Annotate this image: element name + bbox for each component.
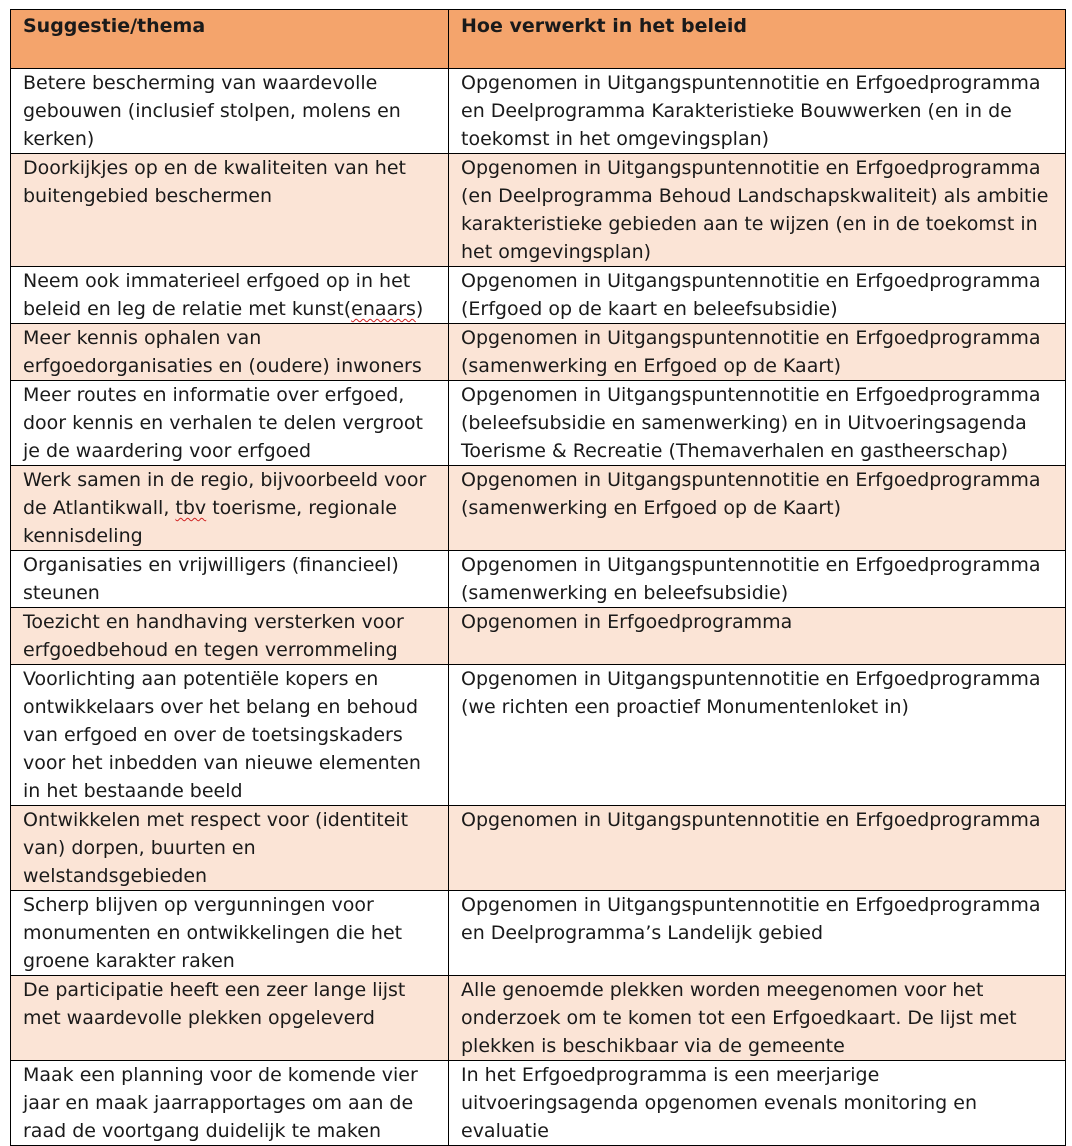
table-row <box>11 69 1066 154</box>
table-row <box>11 665 1066 806</box>
table-row <box>11 324 1066 381</box>
suggestion-cell: Maak een planning voor de komende vier jaar en maak jaarrapportages om aan de raad de voortgang duidelijk te maken <box>11 1061 449 1146</box>
policy-cell: Opgenomen in Uitgangspuntennotitie en Erfgoedprogramma (samenwerking en beleefsubsidie) <box>449 551 1066 608</box>
spellcheck-flagged-word: tbv <box>175 497 207 519</box>
table-row <box>11 267 1066 324</box>
policy-cell: Opgenomen in Uitgangspuntennotitie en Erfgoedprogramma (samenwerking en Erfgoed op de Kaart) <box>449 466 1066 551</box>
suggestion-text: Werk samen in de regio, bijvoorbeeld voor de Atlantikwall, <box>23 469 427 519</box>
policy-cell: Opgenomen in Uitgangspuntennotitie en Erfgoedprogramma en Deelprogramma Karakteristieke Bouwwerken (en in de toekomst in het omgevingsplan) <box>449 69 1066 154</box>
policy-cell: Opgenomen in Erfgoedprogramma <box>449 608 1066 665</box>
policy-cell: Opgenomen in Uitgangspuntennotitie en Erfgoedprogramma (beleefsubsidie en samenwerking) en in Uitvoeringsagenda Toerisme & Recreatie (Themaverhalen en gastheerschap) <box>449 381 1066 466</box>
policy-cell: Opgenomen in Uitgangspuntennotitie en Erfgoedprogramma (en Deelprogramma Behoud Landschapskwaliteit) als ambitie karakteristieke gebieden aan te wijzen (en in de toekomst in het omgevingsplan) <box>449 154 1066 267</box>
table-row <box>11 891 1066 976</box>
suggestion-cell: Ontwikkelen met respect voor (identiteit van) dorpen, buurten en welstandsgebieden <box>11 806 449 891</box>
table-header-row <box>11 10 1066 69</box>
suggestion-cell: De participatie heeft een zeer lange lijst met waardevolle plekken opgeleverd <box>11 976 449 1061</box>
spellcheck-flagged-word: enaars <box>351 298 416 320</box>
suggestion-cell: Meer routes en informatie over erfgoed, door kennis en verhalen te delen vergroot je de waardering voor erfgoed <box>11 381 449 466</box>
policy-cell: Opgenomen in Uitgangspuntennotitie en Erfgoedprogramma <box>449 806 1066 891</box>
suggestion-cell <box>11 267 449 324</box>
suggestion-text-end: toerisme, regionale kennisdeling <box>23 497 397 547</box>
suggestion-text: Neem ook immaterieel erfgoed op in het beleid en leg de relatie met kunst( <box>23 270 411 320</box>
table-row <box>11 466 1066 551</box>
suggestion-cell: Organisaties en vrijwilligers (financieel) steunen <box>11 551 449 608</box>
table-row <box>11 154 1066 267</box>
column-header-suggestion: Suggestie/thema <box>11 10 449 69</box>
table-row <box>11 806 1066 891</box>
suggestion-cell: Scherp blijven op vergunningen voor monumenten en ontwikkelingen die het groene karakter raken <box>11 891 449 976</box>
policy-cell: Alle genoemde plekken worden meegenomen voor het onderzoek om te komen tot een Erfgoedkaart. De lijst met plekken is beschikbaar via de gemeente <box>449 976 1066 1061</box>
policy-cell: Opgenomen in Uitgangspuntennotitie en Erfgoedprogramma (samenwerking en Erfgoed op de Kaart) <box>449 324 1066 381</box>
policy-cell: Opgenomen in Uitgangspuntennotitie en Erfgoedprogramma (we richten een proactief Monumentenloket in) <box>449 665 1066 806</box>
suggestion-cell: Doorkijkjes op en de kwaliteiten van het buitengebied beschermen <box>11 154 449 267</box>
table-row <box>11 551 1066 608</box>
suggestion-cell: Toezicht en handhaving versterken voor erfgoedbehoud en tegen verrommeling <box>11 608 449 665</box>
column-header-policy: Hoe verwerkt in het beleid <box>449 10 1066 69</box>
policy-cell: Opgenomen in Uitgangspuntennotitie en Erfgoedprogramma (Erfgoed op de kaart en beleefsubsidie) <box>449 267 1066 324</box>
policy-cell: Opgenomen in Uitgangspuntennotitie en Erfgoedprogramma en Deelprogramma’s Landelijk gebied <box>449 891 1066 976</box>
table-row <box>11 381 1066 466</box>
suggestion-text-end: ) <box>415 298 424 320</box>
suggestion-cell: Betere bescherming van waardevolle gebouwen (inclusief stolpen, molens en kerken) <box>11 69 449 154</box>
suggestion-cell: Voorlichting aan potentiële kopers en ontwikkelaars over het belang en behoud van erfgoed en over de toetsingskaders voor het inbedden van nieuwe elementen in het bestaande beeld <box>11 665 449 806</box>
table-row <box>11 976 1066 1061</box>
policy-table <box>10 9 1066 1146</box>
suggestion-cell: Meer kennis ophalen van erfgoedorganisaties en (oudere) inwoners <box>11 324 449 381</box>
policy-cell: In het Erfgoedprogramma is een meerjarige uitvoeringsagenda opgenomen evenals monitoring en evaluatie <box>449 1061 1066 1146</box>
table-row <box>11 608 1066 665</box>
table-row <box>11 1061 1066 1146</box>
suggestion-cell <box>11 466 449 551</box>
